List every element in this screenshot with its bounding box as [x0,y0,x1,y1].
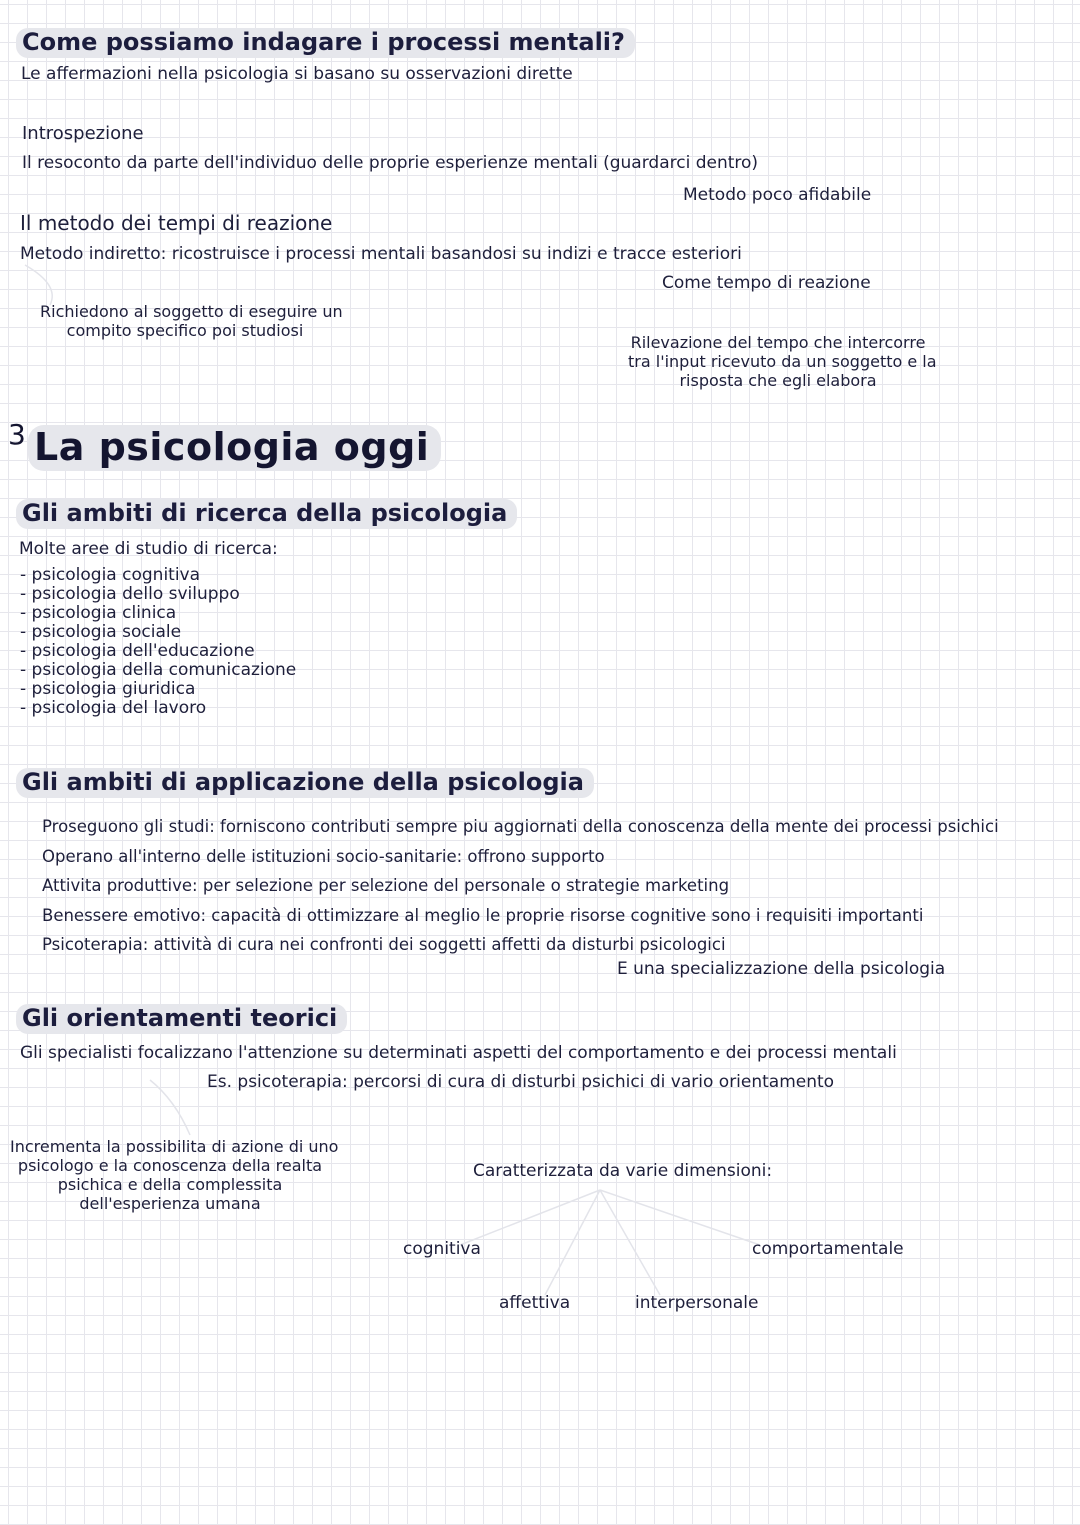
list-item: - psicologia dell'educazione [20,642,296,661]
left-note-line: dell'esperienza umana [79,1194,261,1213]
applicazione-title: Gli ambiti di applicazione della psicologia [16,768,594,798]
tempi-right-line: risposta che egli elabora [679,371,877,390]
section-number: 3 [8,418,26,451]
tempi-right-title: Come tempo di reazione [662,273,871,293]
list-item: - psicologia del lavoro [20,699,296,718]
tempi-left-line: compito specifico poi studiosi [66,321,304,340]
applicazione-list [42,812,999,960]
list-item: - psicologia giuridica [20,680,296,699]
list-item: - psicologia della comunicazione [20,661,296,680]
tempi-right-line: tra l'input ricevuto da un soggetto e la [628,352,937,371]
list-item: Proseguono gli studi: forniscono contributi sempre piu aggiornati della conoscenza della mente dei processi psichici [42,817,999,836]
tempi-left-note [40,302,343,340]
orientamenti-example: Es. psicoterapia: percorsi di cura di disturbi psichici di vario orientamento [207,1072,835,1092]
tempi-left-line: Richiedono al soggetto di eseguire un [40,302,343,321]
introspezione-definition: Il resoconto da parte dell'individuo delle proprie esperienze mentali (guardarci dentro) [22,153,759,173]
introspezione-note: Metodo poco afidabile [683,185,872,205]
tempi-reazione-title: Il metodo dei tempi di reazione [20,211,333,235]
left-note-line: psichica e della complessita [57,1175,283,1194]
list-item: - psicologia cognitiva [20,566,296,585]
tempi-reazione-definition: Metodo indiretto: ricostruisce i processi mentali basandosi su indizi e tracce esteriori [20,244,742,264]
orientamenti-title: Gli orientamenti teorici [16,1004,347,1034]
section-title-indagare: Come possiamo indagare i processi mentali? [16,28,635,58]
left-note-line: Incrementa la possibilita di azione di uno [10,1137,339,1156]
section-title-psicologia-oggi: La psicologia oggi [28,425,441,471]
list-item: Operano all'interno delle istituzioni socio-sanitarie: offrono supporto [42,846,605,866]
list-item: - psicologia dello sviluppo [20,585,296,604]
list-item: - psicologia sociale [20,623,296,642]
tempi-right-note [628,333,937,390]
tempi-right-line: Rilevazione del tempo che intercorre [630,333,926,352]
ricerca-title: Gli ambiti di ricerca della psicologia [16,499,517,529]
ricerca-list [20,566,296,718]
orientamenti-text: Gli specialisti focalizzano l'attenzione su determinati aspetti del comportamento e dei processi mentali [20,1043,897,1063]
introspezione-title: Introspezione [22,123,144,144]
applicazione-note: E una specializzazione della psicologia [617,959,946,979]
dimension-interpersonale: interpersonale [635,1293,759,1313]
intro-text: Le affermazioni nella psicologia si basano su osservazioni dirette [21,64,573,84]
left-note-line: psicologo e la conoscenza della realta [17,1156,323,1175]
list-item: Psicoterapia: attività di cura nei confronti dei soggetti affetti da disturbi psicologici [42,935,726,954]
list-item: Benessere emotivo: capacità di ottimizzare al meglio le proprie risorse cognitive sono i requisiti importanti [42,905,924,925]
dimensions-heading: Caratterizzata da varie dimensioni: [473,1161,773,1181]
dimension-affettiva: affettiva [499,1293,571,1313]
orientamenti-left-note [10,1137,339,1213]
list-item: - psicologia clinica [20,604,296,623]
ricerca-intro: Molte aree di studio di ricerca: [19,539,278,559]
dimension-cognitiva: cognitiva [403,1239,481,1259]
list-item: Attivita produttive: per selezione per selezione del personale o strategie marketing [42,876,730,895]
dimension-comportamentale: comportamentale [752,1239,904,1259]
